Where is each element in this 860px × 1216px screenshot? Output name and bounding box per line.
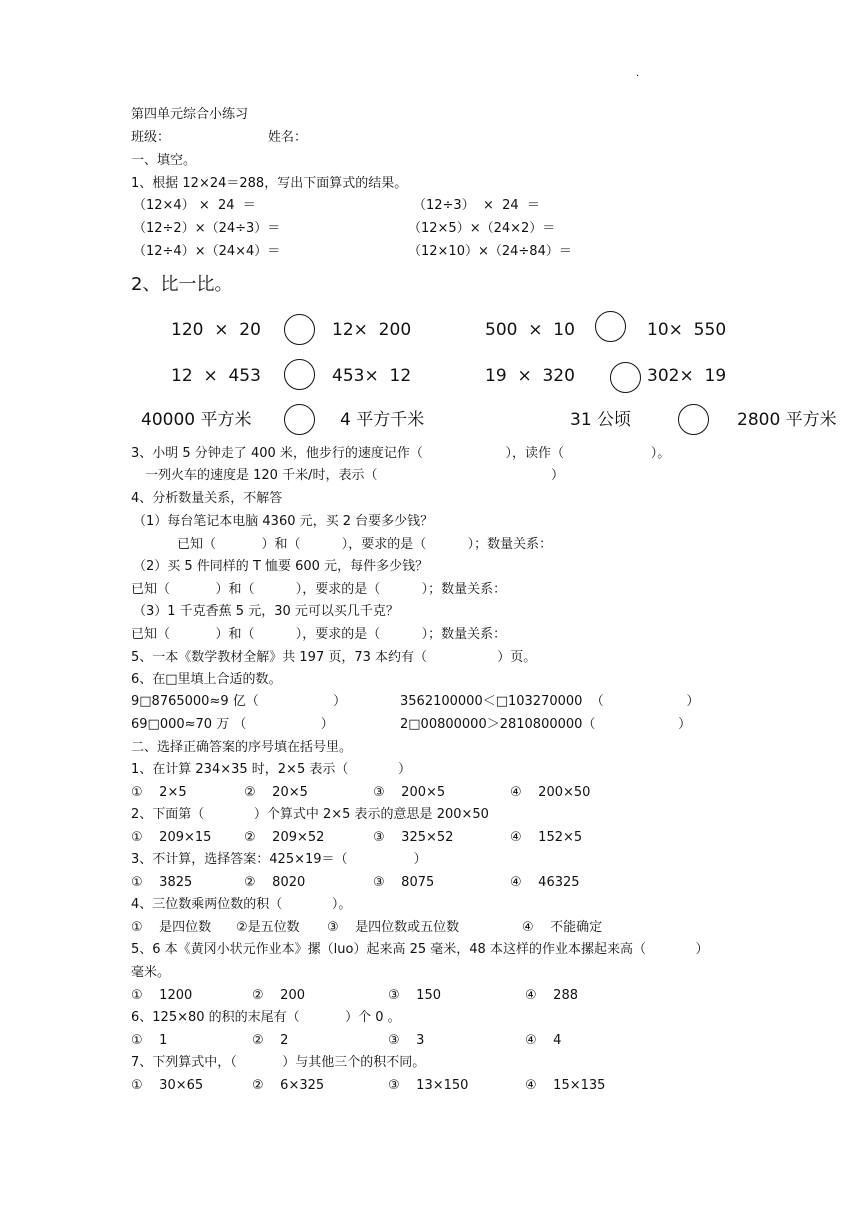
choice-question: 3、不计算，选择答案：425×19＝（ ） xyxy=(131,852,427,867)
compare-circle[interactable] xyxy=(595,311,626,342)
compare-right: 2800 平方米 xyxy=(737,410,837,430)
choice-option: ① 3825 xyxy=(131,875,193,890)
choice-option: ② 209×52 xyxy=(244,830,325,845)
q4-sub-question: （1）每台笔记本电脑 4360 元，买 2 台要多少钱？ xyxy=(133,514,434,529)
q1-expression: （12×10）×（24÷84）＝ xyxy=(408,244,572,259)
compare-circle[interactable] xyxy=(610,362,641,393)
choice-option: ② 20×5 xyxy=(244,785,308,800)
q1-expression: （12÷4）×（24×4）＝ xyxy=(133,244,281,259)
q1-expression: （12×4） × 24 ＝ xyxy=(133,198,256,213)
choice-question: 7、下列算式中，（ ）与其他三个的积不同。 xyxy=(131,1055,426,1070)
choice-option: ③ 150 xyxy=(388,988,441,1003)
compare-left: 500 × 10 xyxy=(485,320,575,340)
q1-expression: （12÷2）×（24÷3）＝ xyxy=(133,221,281,236)
choice-option: ② 2 xyxy=(252,1033,289,1048)
choice-option: ④ 288 xyxy=(525,988,578,1003)
compare-right: 4 平方千米 xyxy=(340,410,425,430)
q4-sub-question: （2）买 5 件同样的 T 恤要 600 元，每件多少钱？ xyxy=(133,559,429,574)
choice-option: ① 是四位数 xyxy=(131,920,212,935)
q4-known-line: 已知（ ）和（ ），要求的是（ ）；数量关系： xyxy=(131,582,507,597)
question-3: 3、小明 5 分钟走了 400 米，他步行的速度记作（ ），读作（ ）。 xyxy=(131,446,671,461)
choice-option: ① 1 xyxy=(131,1033,168,1048)
question-6: 6、在□里填上合适的数。 xyxy=(131,672,282,687)
choice-option: ① 30×65 xyxy=(131,1078,204,1093)
choice-option: ②是五位数 xyxy=(236,920,300,935)
choice-question: 4、三位数乘两位数的积（ ）。 xyxy=(131,897,352,912)
q4-known-line: 已知（ ）和（ ），要求的是（ ）；数量关系： xyxy=(131,627,507,642)
compare-right: 453× 12 xyxy=(332,366,412,386)
compare-left: 12 × 453 xyxy=(171,366,261,386)
choice-option: ② 200 xyxy=(252,988,305,1003)
choice-option: ① 1200 xyxy=(131,988,193,1003)
compare-left: 120 × 20 xyxy=(171,320,261,340)
name-label: 姓名： xyxy=(268,130,308,145)
q6-item: 69□000≈70 万 （ ） xyxy=(131,717,334,732)
choice-option: ③ 325×52 xyxy=(373,830,454,845)
compare-circle[interactable] xyxy=(284,359,315,390)
choice-option: ③ 200×5 xyxy=(373,785,446,800)
q6-item: 9□8765000≈9 亿（ ） xyxy=(131,694,347,709)
worksheet-title: 第四单元综合小练习 xyxy=(131,107,249,122)
choice-option: ③ 是四位数或五位数 xyxy=(327,920,460,935)
question-2-heading: 2、比一比。 xyxy=(131,274,233,295)
question-4: 4、分析数量关系，不解答 xyxy=(131,491,283,506)
choice-option: ③ 8075 xyxy=(373,875,435,890)
choice-question: 1、在计算 234×35 时，2×5 表示（ ） xyxy=(131,762,411,777)
q6-item: 3562100000＜□103270000 （ ） xyxy=(400,694,700,709)
choice-option: ② 6×325 xyxy=(252,1078,325,1093)
compare-left: 31 公顷 xyxy=(570,410,632,430)
compare-left: 19 × 320 xyxy=(485,366,575,386)
question-1: 1、根据 12×24＝288，写出下面算式的结果。 xyxy=(131,176,408,191)
q6-item: 2□00800000＞2810800000（ ） xyxy=(400,717,692,732)
question-5: 5、一本《数学教材全解》共 197 页，73 本约有（ ）页。 xyxy=(131,650,537,665)
choice-option: ④ 不能确定 xyxy=(522,920,603,935)
q4-known-line: 已知（ ）和（ ），要求的是（ ）；数量关系： xyxy=(177,537,553,552)
class-label: 班级： xyxy=(131,130,171,145)
compare-left: 40000 平方米 xyxy=(141,410,252,430)
q1-expression: （12×5）×（24×2）＝ xyxy=(408,221,556,236)
question-3-line-2: 一列火车的速度是 120 千米/时，表示（ ） xyxy=(145,468,565,483)
compare-right: 302× 19 xyxy=(647,366,727,386)
choice-option: ④ 152×5 xyxy=(510,830,583,845)
choice-option: ③ 13×150 xyxy=(388,1078,469,1093)
choice-question: 6、125×80 的积的末尾有（ ）个 0 。 xyxy=(131,1010,401,1025)
choice-option: ④ 200×50 xyxy=(510,785,591,800)
choice-option: ② 8020 xyxy=(244,875,306,890)
choice-option: ④ 46325 xyxy=(510,875,580,890)
choice-question-cont: 毫米。 xyxy=(131,965,171,980)
choice-option: ① 209×15 xyxy=(131,830,212,845)
compare-circle[interactable] xyxy=(284,404,315,435)
choice-option: ④ 15×135 xyxy=(525,1078,606,1093)
choice-option: ③ 3 xyxy=(388,1033,425,1048)
choice-option: ① 2×5 xyxy=(131,785,187,800)
compare-circle[interactable] xyxy=(284,314,315,345)
choice-question: 5、6 本《黄冈小状元作业本》摞（luo）起来高 25 毫米，48 本这样的作业本摞起来高（ ） xyxy=(131,942,709,957)
compare-circle[interactable] xyxy=(678,404,709,435)
section-1-heading: 一、填空。 xyxy=(131,153,197,168)
choice-question: 2、下面第（ ）个算式中 2×5 表示的意思是 200×50 xyxy=(131,807,489,822)
header-dot: . xyxy=(636,68,640,79)
q1-expression: （12÷3） × 24 ＝ xyxy=(413,198,540,213)
choice-option: ④ 4 xyxy=(525,1033,562,1048)
compare-right: 12× 200 xyxy=(332,320,412,340)
q4-sub-question: （3）1 千克香蕉 5 元，30 元可以买几千克？ xyxy=(133,604,399,619)
compare-right: 10× 550 xyxy=(647,320,727,340)
section-2-heading: 二、选择正确答案的序号填在括号里。 xyxy=(131,740,353,755)
